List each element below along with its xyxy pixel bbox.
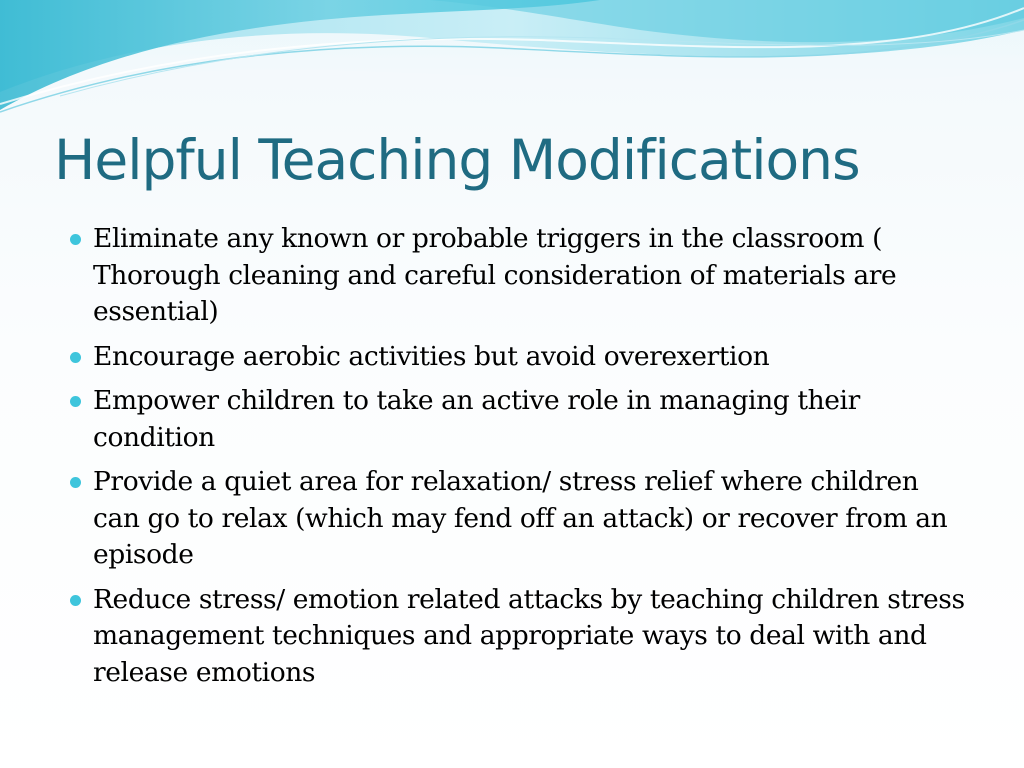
bullet-item bbox=[70, 383, 970, 456]
bullet-dot-icon bbox=[70, 396, 81, 407]
bullet-item bbox=[70, 582, 970, 692]
bullet-dot-icon bbox=[70, 477, 81, 488]
bullet-dot-icon bbox=[70, 352, 81, 363]
bullet-item bbox=[70, 339, 970, 376]
bullet-text: Reduce stress/ emotion related attacks by teaching children stress management techniques and appropriate ways to deal with and release emotions bbox=[93, 583, 965, 688]
bullet-item bbox=[70, 464, 970, 574]
bullet-text: Eliminate any known or probable triggers in the classroom ( Thorough cleaning and careful consideration of materials are essential) bbox=[93, 223, 897, 327]
bullet-text: Empower children to take an active role in managing their condition bbox=[93, 385, 860, 453]
bullet-text: Encourage aerobic activities but avoid overexertion bbox=[93, 340, 770, 372]
bullet-dot-icon bbox=[70, 234, 81, 245]
bullet-text: Provide a quiet area for relaxation/ stress relief where children can go to relax (which may fend off an attack) or recover from an episode bbox=[93, 466, 948, 570]
bullet-item bbox=[70, 221, 970, 331]
bullet-list bbox=[70, 221, 970, 699]
header-wave-decoration bbox=[0, 0, 1024, 130]
bullet-dot-icon bbox=[70, 595, 81, 606]
slide-title: Helpful Teaching Modifications bbox=[54, 128, 860, 192]
